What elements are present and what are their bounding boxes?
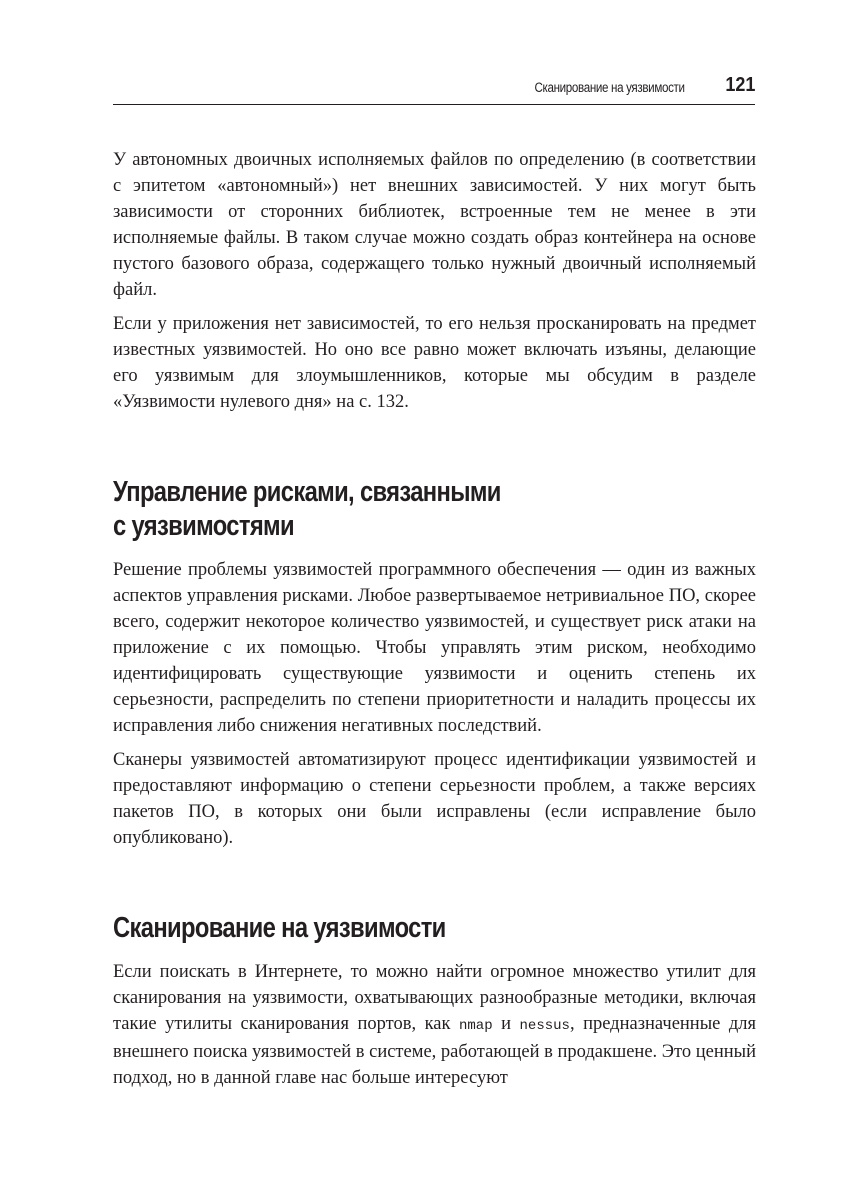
text-run: , предназначенные для внешнего поиска уязвимостей в системе, работающей в продакшене. Это ценный подход, но в данной главе нас больше интересуют: [113, 1014, 757, 1088]
section-heading-line: с уязвимостями: [113, 510, 294, 542]
text-run: Если поискать в Интернете, то можно найти огромное множество утилит для сканирования на уязвимости, охватывающих разнообразные методики, включая такие утилиты сканирования портов, как: [113, 962, 756, 1034]
running-title: Сканирование на уязвимости: [534, 80, 685, 95]
paragraph: Решение проблемы уязвимостей программного обеспечения — один из важных аспектов управления рисками. Любое развертываемое нетривиальное ПО, скорее всего, содержит некоторое количество уязвимостей, и существует риск атаки на приложение с их помощью. Чтобы управлять этим риском, необходимо идентифицировать существующие уязвимости и оценить степень их серьезности, распределить по степени приоритетности и наладить процессы их исправления либо снижения негативных последствий.: [113, 560, 756, 736]
page-body: [113, 147, 756, 1099]
section-heading-line: Управление рисками, связанными: [113, 476, 501, 508]
paragraph: [113, 959, 756, 1091]
section-heading-risk-management: [113, 475, 756, 543]
section-heading-line: Сканирование на уязвимости: [113, 912, 446, 944]
inline-code-nmap: nmap: [458, 1018, 493, 1034]
page-number: 121: [724, 74, 755, 96]
section-heading-vulnerability-scanning: [113, 911, 756, 945]
paragraph: Если у приложения нет зависимостей, то его нельзя просканировать на предмет известных уязвимостей. Но оно все равно может включать изъяны, делающие его уязвимым для злоумышленников, которые мы обсудим в разделе «Уязвимости нулевого дня» на с. 132.: [113, 314, 756, 412]
inline-code-nessus: nessus: [519, 1018, 570, 1034]
paragraph: У автономных двоичных исполняемых файлов по определению (в соответствии с эпитетом «автономный») нет внешних зависимостей. У них могут быть зависимости от сторонних библиотек, встроенные тем не менее в эти исполняемые файлы. В таком случае можно создать образ контейнера на основе пустого базового образа, содержащего только нужный двоичный исполняемый файл.: [113, 150, 756, 300]
text-run: и: [492, 1014, 520, 1034]
running-header: [113, 70, 755, 105]
paragraph: Сканеры уязвимостей автоматизируют процесс идентификации уязвимостей и предоставляют информацию о степени серьезности проблем, а также версиях пакетов ПО, в которых они были исправлены (если исправление было опубликовано).: [113, 750, 756, 848]
